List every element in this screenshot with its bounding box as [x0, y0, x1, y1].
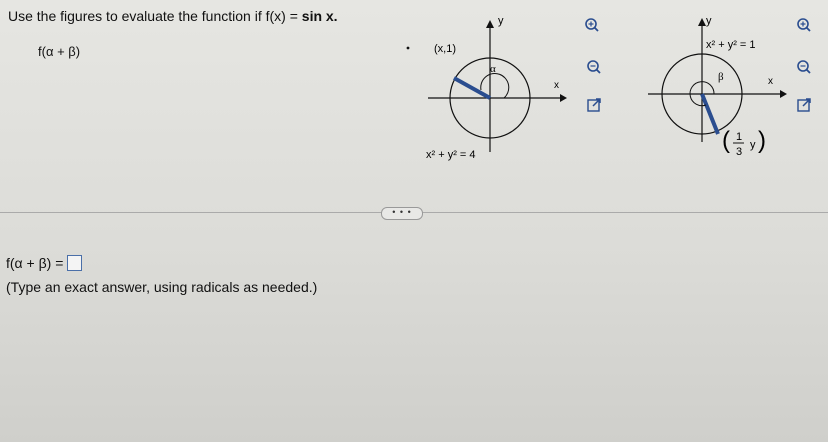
- prompt-text: Use the figures to evaluate the function if f(x) =: [8, 8, 302, 24]
- external-link-icon: [586, 97, 602, 113]
- zoom-in-button-1[interactable]: [583, 16, 601, 34]
- figure-2: [640, 14, 790, 174]
- function-expression: f(α + β): [38, 44, 81, 59]
- y-axis-arrow: [698, 18, 706, 26]
- x-label: x: [554, 80, 559, 91]
- zoom-in-icon: [584, 17, 600, 33]
- answer-input[interactable]: [67, 255, 82, 271]
- external-link-icon: [796, 97, 812, 113]
- point-label: (x,1): [434, 43, 456, 55]
- terminal-side: [702, 94, 718, 134]
- zoom-out-button-1[interactable]: [585, 58, 603, 76]
- circle-equation: x² + y² = 1: [706, 39, 756, 51]
- point-label: [722, 127, 766, 158]
- zoom-in-icon: [796, 17, 812, 33]
- answer-row: [6, 255, 82, 271]
- circle-equation: x² + y² = 4: [426, 149, 476, 161]
- zoom-in-button-2[interactable]: [795, 16, 813, 34]
- y-axis-arrow: [486, 20, 494, 28]
- answer-hint: (Type an exact answer, using radicals as needed.): [6, 279, 318, 295]
- answer-label: f(α + β) =: [6, 255, 64, 271]
- paren-right: ): [758, 127, 766, 154]
- more-button[interactable]: • • •: [381, 207, 423, 220]
- zoom-out-icon: [796, 59, 812, 75]
- point-y: y: [750, 139, 756, 151]
- dot-marker: [407, 47, 410, 50]
- point-denominator: 3: [736, 146, 743, 158]
- zoom-out-button-2[interactable]: [795, 58, 813, 76]
- beta-label: β: [718, 71, 724, 83]
- terminal-side: [454, 78, 490, 98]
- x-axis-arrow: [560, 94, 567, 102]
- alpha-label: α: [490, 63, 496, 75]
- y-label: y: [706, 15, 712, 27]
- paren-left: (: [722, 127, 730, 154]
- x-label: x: [768, 76, 773, 87]
- question-prompt: [8, 8, 338, 24]
- prompt-function: sin x.: [301, 8, 338, 24]
- x-axis-arrow: [780, 90, 787, 98]
- popout-button-1[interactable]: [585, 96, 603, 114]
- popout-button-2[interactable]: [795, 96, 813, 114]
- figure-1: [420, 14, 570, 164]
- point-numerator: 1: [736, 131, 743, 143]
- zoom-out-icon: [586, 59, 602, 75]
- y-label: y: [498, 15, 504, 27]
